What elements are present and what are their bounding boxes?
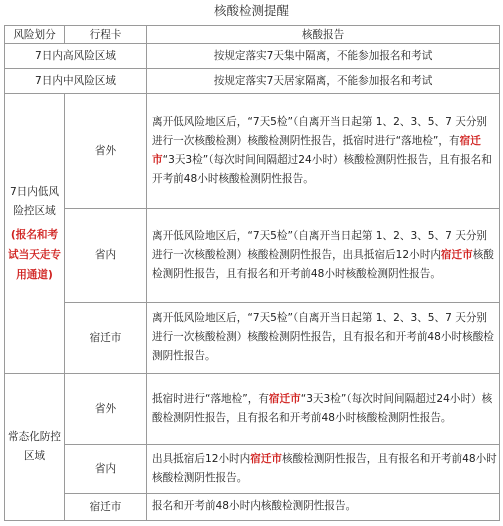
low-in-province-text: 离开低风险地区后，“7天5检”（自离开当日起第 1、2、3、5、7 天分别进行一次核酸检测）核酸检测阴性报告，出具抵宿后12小时内宿迁市核酸检测阴性报告，且有报名和开考前48小时核酸检测阴性报告。 bbox=[147, 209, 500, 303]
low-out-province-text: 离开低风险地区后，“7天5检”（自离开当日起第 1、2、3、5、7 天分别进行一次核酸检测）核酸检测阴性报告，抵宿时进行“落地检”，有宿迁市“3天3检”（每次时间间隔超过24小时）核酸检测阴性报告，且有报名和开考前48小时核酸检测阴性报告。 bbox=[147, 94, 500, 209]
normal-zone-label: 常态化防控区域 bbox=[5, 374, 65, 521]
highlight-suqian: 宿迁市 bbox=[440, 248, 473, 261]
row-normal-in-province bbox=[5, 445, 500, 494]
row-low-out-province bbox=[5, 94, 500, 209]
low-suqian-text: 离开低风险地区后，“7天5检”（自离开当日起第 1、2、3、5、7 天分别进行一次核酸检测）核酸检测阴性报告，且有报名和开考前48小时核酸检测阴性报告。 bbox=[147, 303, 500, 374]
low-out-province-card: 省外 bbox=[65, 94, 147, 209]
page-title: 核酸检测提醒 bbox=[213, 3, 289, 18]
row-mid-risk bbox=[5, 69, 500, 94]
normal-suqian-card: 宿迁市 bbox=[65, 494, 147, 521]
high-risk-label: 7日内高风险区域 bbox=[5, 44, 147, 69]
row-high-risk bbox=[5, 44, 500, 69]
nucleic-test-table bbox=[4, 25, 500, 521]
normal-in-province-text: 出具抵宿后12小时内宿迁市核酸检测阴性报告，且有报名和开考前48小时核酸检测阴性报告。 bbox=[147, 445, 500, 494]
low-risk-note: (报名和考试当天走专用通道) bbox=[8, 228, 61, 281]
mid-risk-label: 7日内中风险区域 bbox=[5, 69, 147, 94]
highlight-suqian: 宿迁市 bbox=[268, 392, 301, 405]
low-risk-zone-cell bbox=[5, 94, 65, 374]
header-travel-card: 行程卡 bbox=[65, 26, 147, 44]
low-suqian-card: 宿迁市 bbox=[65, 303, 147, 374]
header-report: 核酸报告 bbox=[147, 26, 500, 44]
header-risk-level: 风险划分 bbox=[5, 26, 65, 44]
normal-suqian-text: 报名和开考前48小时内核酸检测阴性报告。 bbox=[147, 494, 500, 521]
normal-out-province-card: 省外 bbox=[65, 374, 147, 445]
highlight-suqian: 宿迁市 bbox=[152, 134, 481, 166]
row-low-in-province bbox=[5, 209, 500, 303]
high-risk-text: 按规定落实7天集中隔离，不能参加报名和考试 bbox=[147, 44, 500, 69]
normal-out-province-text: 抵宿时进行“落地检”，有宿迁市“3天3检”（每次时间间隔超过24小时）核酸检测阴性报告，且有报名和开考前48小时核酸检测阴性报告。 bbox=[147, 374, 500, 445]
header-row bbox=[5, 26, 500, 44]
highlight-suqian: 宿迁市 bbox=[250, 452, 283, 465]
normal-in-province-card: 省内 bbox=[65, 445, 147, 494]
row-normal-suqian bbox=[5, 494, 500, 521]
row-normal-out-province bbox=[5, 374, 500, 445]
low-risk-label: 7日内低风险控区域 bbox=[9, 185, 60, 217]
row-low-suqian bbox=[5, 303, 500, 374]
low-in-province-card: 省内 bbox=[65, 209, 147, 303]
mid-risk-text: 按规定落实7天居家隔离，不能参加报名和考试 bbox=[147, 69, 500, 94]
